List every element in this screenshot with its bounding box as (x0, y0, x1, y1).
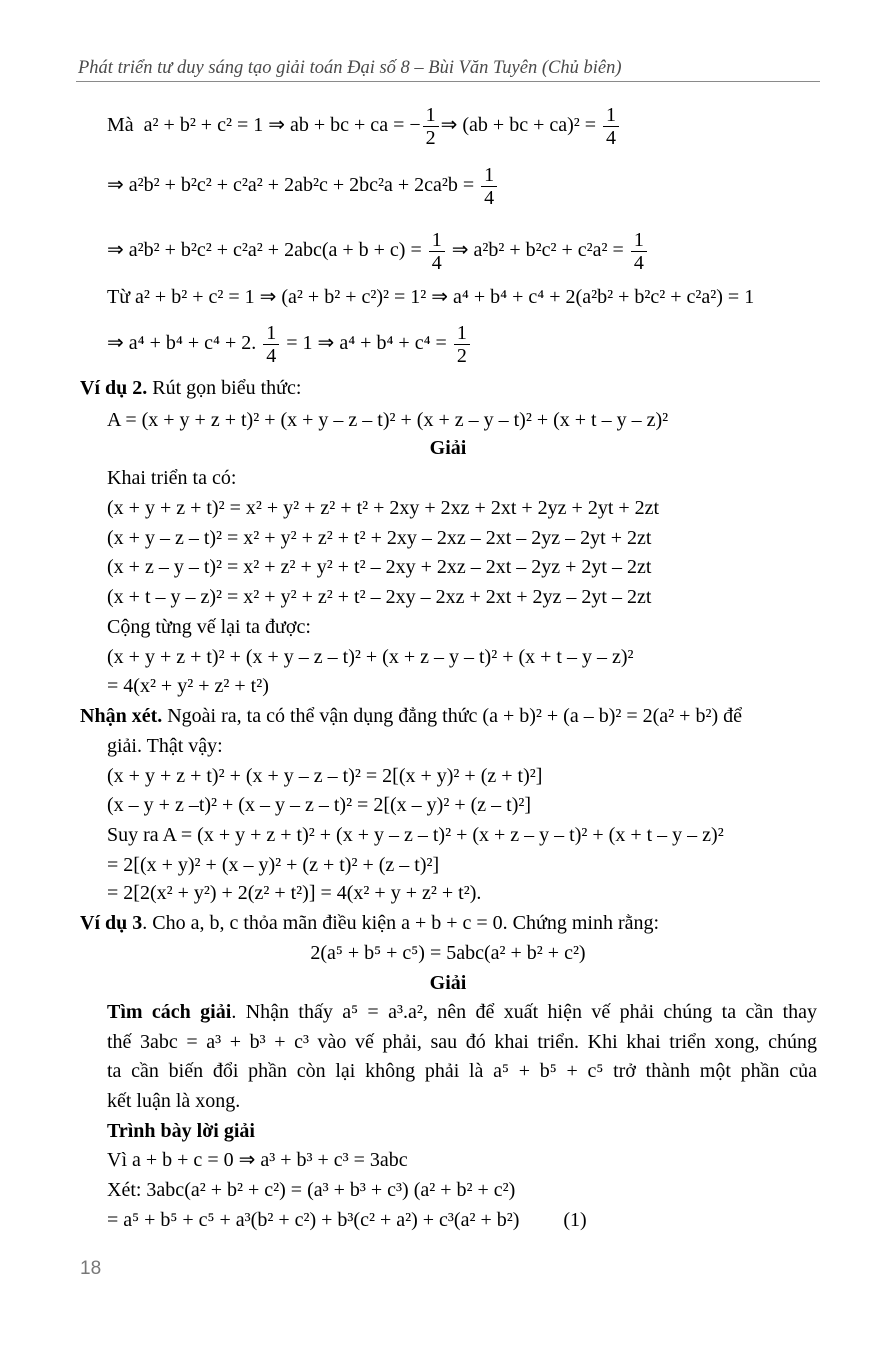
text-segment: (x + y + z + t)² + (x + y – z – t)² + (x + z – y – t)² + (x + t – y – z)² (107, 646, 634, 668)
bold-segment: Giải (429, 437, 467, 459)
math-line (107, 225, 649, 275)
text-segment: Khai triển ta có: (107, 467, 237, 489)
fraction (454, 322, 470, 367)
text-segment: = 4(x² + y² + z² + t²) (107, 675, 269, 697)
text-segment: Mà a² + b² + c² = 1 ⇒ ab + bc + ca = − (107, 114, 421, 136)
text-segment: (x + t – y – z)² = x² + y² + z² + t² – 2xy – 2xz + 2xt + 2yz – 2yt – 2zt (107, 586, 652, 608)
text-segment: A = (x + y + z + t)² + (x + y – z – t)² + (x + z – y – t)² + (x + t – y – z)² (107, 409, 669, 431)
text-segment: = 2[(x + y)² + (x – y)² + (z + t)² + (z – t)²] (107, 854, 440, 876)
denominator: 2 (456, 344, 467, 367)
fraction (481, 164, 497, 209)
page-number: 18 (80, 1258, 102, 1279)
text-segment: Rút gọn biểu thức: (147, 377, 302, 399)
text-segment: . Nhận thấy a⁵ = a³.a², nên để xuất hiện vế phải chúng ta cần thay (231, 1001, 818, 1023)
fraction (423, 104, 439, 149)
text-segment: (x + y + z + t)² = x² + y² + z² + t² + 2xy + 2xz + 2xt + 2yz + 2yt + 2zt (107, 497, 660, 519)
denominator: 4 (606, 126, 617, 149)
bold-segment: Nhận xét. (80, 705, 163, 727)
equation-number: (1) (563, 1209, 587, 1231)
text-segment: ⇒ a²b² + b²c² + c²a² = (446, 239, 629, 261)
fraction (603, 104, 619, 149)
bold-segment: Trình bày lời giải (107, 1120, 255, 1142)
math-line (107, 318, 472, 368)
text-segment: (x + z – y – t)² = x² + z² + y² + t² – 2xy + 2xz – 2xt – 2yz + 2yt – 2zt (107, 556, 652, 578)
text-segment: kết luận là xong. (107, 1090, 241, 1112)
numerator: 1 (454, 322, 470, 345)
bold-segment: Tìm cách giải (107, 1001, 232, 1023)
text-segment: thế 3abc = a³ + b³ + c³ vào vế phải, sau đó khai triển. Khi khai triển xong, chúng (107, 1031, 817, 1053)
text-segment: 2(a⁵ + b⁵ + c⁵) = 5abc(a² + b² + c²) (310, 942, 586, 964)
math-line (107, 272, 754, 322)
text-segment: ⇒ (ab + bc + ca)² = (440, 114, 602, 136)
math-line (107, 100, 621, 150)
running-header: Phát triển tư duy sáng tạo giải toán Đại số 8 – Bùi Văn Tuyên (Chủ biên) (78, 58, 622, 78)
fraction (263, 322, 279, 367)
fraction (429, 229, 445, 274)
numerator: 1 (481, 164, 497, 187)
text-segment: ⇒ a²b² + b²c² + c²a² + 2ab²c + 2bc²a + 2ca²b = (107, 174, 480, 196)
denominator: 4 (484, 186, 495, 209)
text-segment: Cộng từng vế lại ta được: (107, 616, 311, 638)
fraction (631, 229, 647, 274)
numerator: 1 (263, 322, 279, 345)
numerator: 1 (603, 104, 619, 127)
text-segment: = a⁵ + b⁵ + c⁵ + a³(b² + c²) + b³(c² + a²) + c³(a² + b²) (107, 1209, 520, 1231)
text-segment: Ngoài ra, ta có thể vận dụng đẳng thức (a + b)² + (a – b)² = 2(a² + b²) để (162, 705, 742, 727)
denominator: 4 (633, 251, 644, 274)
text-segment: = 1 ⇒ a⁴ + b⁴ + c⁴ = (281, 332, 452, 354)
math-line (107, 1195, 587, 1245)
text-segment: giải. Thật vậy: (107, 735, 223, 757)
denominator: 4 (431, 251, 442, 274)
text-segment: ⇒ a⁴ + b⁴ + c⁴ + 2. (107, 332, 262, 354)
text-segment: Vì a + b + c = 0 ⇒ a³ + b³ + c³ = 3abc (107, 1149, 408, 1171)
text-segment: (x + y + z + t)² + (x + y – z – t)² = 2[(x + y)² + (z + t)²] (107, 765, 543, 787)
denominator: 2 (425, 126, 436, 149)
header-divider (76, 81, 820, 82)
denominator: 4 (266, 344, 277, 367)
text-segment: Từ a² + b² + c² = 1 ⇒ (a² + b² + c²)² = 1² ⇒ a⁴ + b⁴ + c⁴ + 2(a²b² + b²c² + c²a²) = 1 (107, 286, 755, 308)
bold-segment: Ví dụ 2. (80, 377, 148, 399)
text-segment: Suy ra A = (x + y + z + t)² + (x + y – z – t)² + (x + z – y – t)² + (x + t – y – z)² (107, 824, 724, 846)
math-line (107, 160, 499, 210)
text-segment: ⇒ a²b² + b²c² + c²a² + 2abc(a + b + c) = (107, 239, 427, 261)
numerator: 1 (423, 104, 439, 127)
numerator: 1 (429, 229, 445, 252)
numerator: 1 (631, 229, 647, 252)
text-segment: (x + y – z – t)² = x² + y² + z² + t² + 2xy – 2xz – 2xt – 2yz – 2yt + 2zt (107, 527, 652, 549)
text-segment: ta cần biến đổi phần còn lại không phải là a⁵ + b⁵ + c⁵ trở thành một phần của (107, 1060, 817, 1082)
text-segment: . Cho a, b, c thỏa mãn điều kiện a + b + c = 0. Chứng minh rằng: (142, 912, 660, 934)
text-segment: = 2[2(x² + y²) + 2(z² + t²)] = 4(x² + y + z² + t²). (107, 882, 482, 904)
bold-segment: Ví dụ 3 (80, 912, 143, 934)
text-segment: Xét: 3abc(a² + b² + c²) = (a³ + b³ + c³) (a² + b² + c²) (107, 1179, 516, 1201)
bold-segment: Giải (429, 972, 467, 994)
text-segment: (x – y + z –t)² + (x – y – z – t)² = 2[(x – y)² + (z – t)²] (107, 794, 532, 816)
